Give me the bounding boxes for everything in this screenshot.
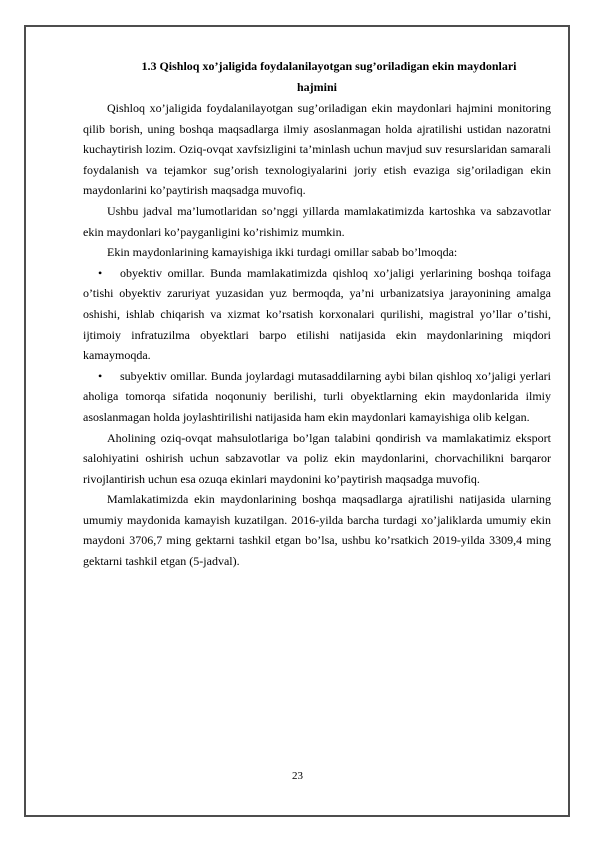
bullet-text: subyektiv omillar. Bunda joylardagi mutasaddilarning aybi bilan qishloq xo’jaligi yerlari aholiga tomorqa sifatida noqonuniy berilishi, turli obyektlarning ekin maydonlarida ilmiy asoslanmagan holda joylashtirilishi natijasida ham ekin maydonlari kamayishiga olib kelgan. (83, 368, 551, 424)
section-title-continuation: hajmini (296, 80, 337, 94)
section-title: 1.3 Qishloq xo’jaligida foydalanilayotgan sug’oriladigan ekin maydonlari (141, 59, 517, 73)
paragraph-area-decline: Mamlakatimizda ekin maydonlarining boshqa maqsadlarga ajratilishi natijasida ularning umumiy maydonida kamayish kuzatilgan. 2016-yilda barcha turdagi xo’jaliklarda umumiy ekin maydoni 3706,7 ming gektarni tashkil etgan bo’lsa, ushbu ko’rsatkich 2019-yilda 3309,4 ming gektarni tashkil etgan (5-jadval). (83, 492, 551, 569)
bullet-icon: • (98, 368, 103, 383)
paragraph-food-demand: Aholining oziq-ovqat mahsulotlariga bo’lgan talabini qondirish va mamlakatimiz eksport salohiyatini oshirish uchun sabzavotlar va poliz ekin maydonlarini, chorvachilikni barqaror rivojlantirish uchun esa ozuqa ekinlari maydonini ko’paytirish maqsadga muvofiq. (83, 430, 551, 486)
document-body (83, 56, 551, 572)
paragraph-table-note: Ushbu jadval ma’lumotlaridan so’nggi yillarda mamlakatimizda kartoshka va sabzavotlar ekin maydonlari ko’payganligini ko’rishimiz mumkin. (83, 203, 551, 239)
paragraph-factors-intro: Ekin maydonlarining kamayishiga ikki turdagi omillar sabab bo’lmoqda: (107, 245, 458, 260)
bullet-icon: • (98, 265, 103, 280)
bullet-item-objective (83, 263, 551, 366)
bullet-text: obyektiv omillar. Bunda mamlakatimizda qishloq xo’jaligi yerlarining boshqa toifaga o’tishi obyektiv zaruriyat yuzasidan yuz bermoqda, ya’ni urbanizatsiya jarayonining amalga oshishi, ishlab chiqarish va xizmat ko’rsatish korxonalari qurilishi, magistral yo’llar o’tishi, ijtimoiy infratuzilma obyektlari barpo etilishi natijasida ekin maydonlarining miqdori kamaymoqda. (83, 265, 551, 363)
bullet-item-subjective (83, 366, 551, 428)
paragraph-monitoring: Qishloq xo’jaligida foydalanilayotgan sug’oriladigan ekin maydonlari hajmini monitoring qilib borish, uning boshqa maqsadlarga ilmiy asoslanmagan holda ajratilishi ustidan nazoratni kuchaytirish lozim. Oziq-ovqat xavfsizligini ta’minlash uchun mavjud suv resurslaridan samarali foydalanish va tejamkor sug’orish texnologiyalarini joriy etish evaziga sig’oriladigan ekin maydonlarini ko’paytirish maqsadga muvofiq. (83, 101, 551, 198)
page-number: 23 (292, 770, 303, 782)
